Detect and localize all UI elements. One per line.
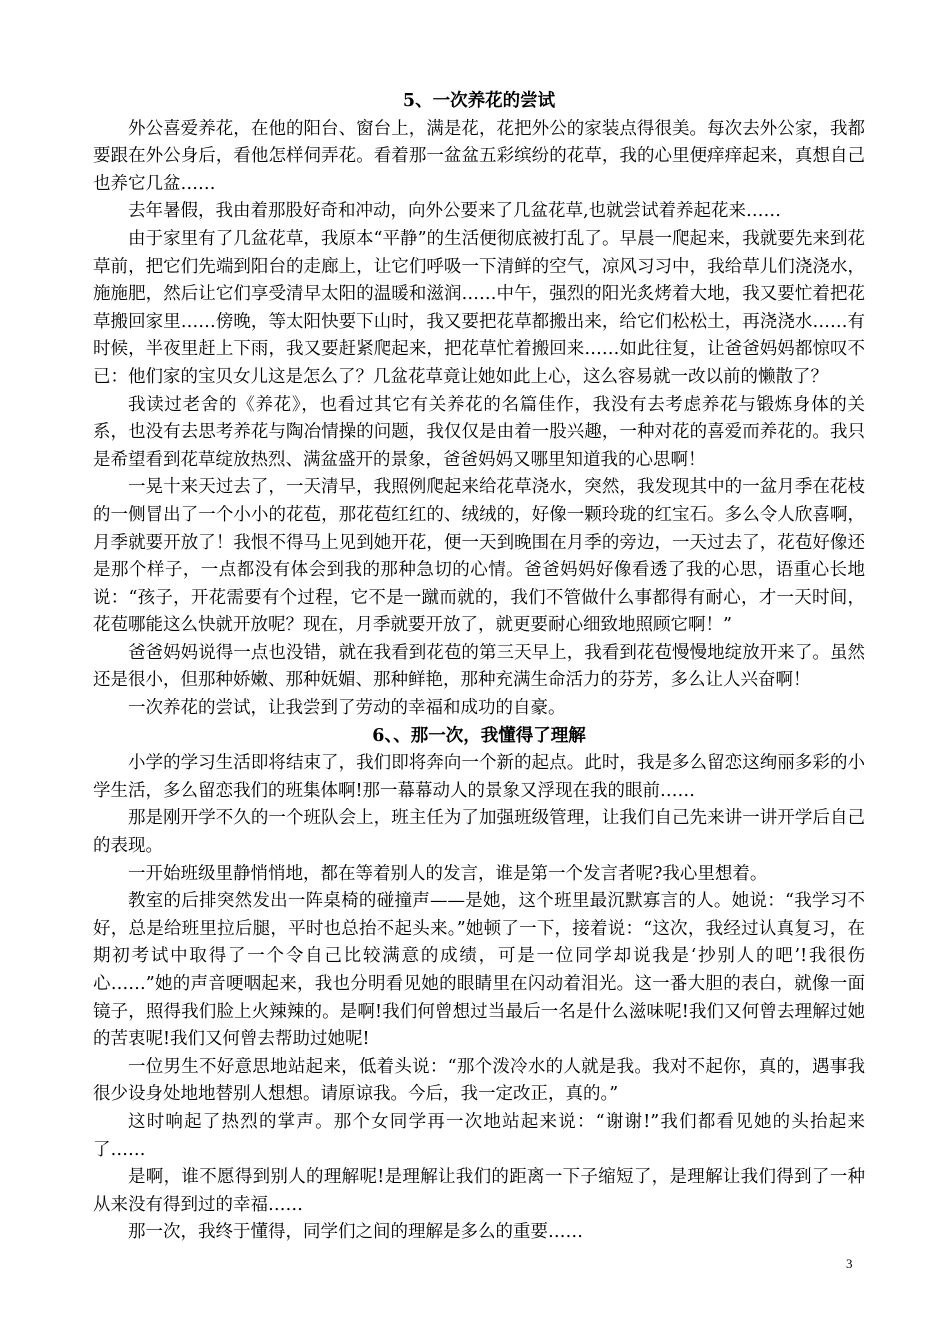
section-title [93,88,865,116]
section-title-text: 、一次养花的尝试 [415,91,556,111]
paragraph: 这时响起了热烈的掌声。那个女同学再一次地站起来说：“谢谢!”我们都看见她的头抬起来了…… [93,1111,865,1160]
paragraph: 那是刚开学不久的一个班队会上，班主任为了加强班级管理，让我们自己先来讲一讲开学后自己的表现。 [93,808,865,857]
paragraph: 教室的后排突然发出一阵桌椅的碰撞声——是她，这个班里最沉默寡言的人。她说：“我学习不好，总是给班里拉后腿，平时也总抬不起头来。”她顿了一下，接着说：“这次，我经过认真复习，在期初考试中取得了一个令自己比较满意的成绩，可是一位同学却说我是‘抄别人的吧’!我很伤心……”她的声音哽咽起来，我也分明看见她的眼睛里在闪动着泪光。这一番大胆的表白，就像一面镜子，照得我们脸上火辣辣的。是啊!我们何曾想过当最后一名是什么滋味呢!我们又何曾去理解过她的苦衷呢!我们又何曾去帮助过她呢! [93,891,865,1050]
paragraph: 我读过老舍的《养花》，也看过其它有关养花的名篇佳作，我没有去考虑养花与锻炼身体的关系，也没有去思考养花与陶冶情操的问题，我仅仅是由着一股兴趣，一种对花的喜爱而养花的。我只是希望看到花草绽放热烈、满盆盛开的景象，爸爸妈妈又哪里知道我的心思啊！ [93,394,865,470]
paragraph: 一位男生不好意思地站起来，低着头说：“那个泼冷水的人就是我。我对不起你，真的，遇事我很少设身处地地替别人想想。请原谅我。今后，我一定改正，真的。” [93,1056,865,1105]
section-number: 6 [372,725,385,746]
paragraph: 爸爸妈妈说得一点也没错，就在我看到花苞的第三天早上，我看到花苞慢慢地绽放开来了。虽然还是很小，但那种娇嫩、那种妩媚、那种鲜艳，那种充满生命活力的芬芳，多么让人兴奋啊！ [93,642,865,691]
section-number: 5 [402,91,416,111]
paragraph: 一开始班级里静悄悄地，都在等着别人的发言，谁是第一个发言者呢?我心里想着。 [128,863,768,884]
document-page [93,88,865,1247]
paragraph: 一次养花的尝试，让我尝到了劳动的幸福和成功的自豪。 [128,698,566,719]
paragraph: 是啊，谁不愿得到别人的理解呢!是理解让我们的距离一下子缩短了，是理解让我们得到了一种从来没有得到过的幸福…… [93,1167,865,1215]
section-title-text: 、、那一次，我懂得了理解 [384,725,586,746]
section-title [93,723,865,751]
paragraph: 由于家里有了几盆花草，我原本“平静”的生活便彻底被打乱了。早晨一爬起来，我就要先来到花草前，把它们先端到阳台的走廊上，让它们呼吸一下清鲜的空气，凉风习习中，我给草儿们浇浇水，施施肥，然后让它们享受清早太阳的温暖和滋润……中午，强烈的阳光炙烤着大地，我又要忙着把花草搬回家里……傍晚，等太阳快要下山时，我又要把花草都搬出来，给它们松松土，再浇浇水……有时候，半夜里赶上下雨，我又要赶紧爬起来，把花草忙着搬回来……如此往复，让爸爸妈妈都惊叹不已：他们家的宝贝女儿这是怎么了？几盆花草竟让她如此上心，这么容易就一改以前的懒散了？ [93,228,865,387]
paragraph: 小学的学习生活即将结束了，我们即将奔向一个新的起点。此时，我是多么留恋这绚丽多彩的小学生活，多么留恋我们的班集体啊!那一幕幕动人的景象又浮现在我的眼前…… [93,753,865,801]
paragraph: 那一次，我终于懂得，同学们之间的理解是多么的重要…… [128,1222,583,1243]
paragraph: 外公喜爱养花，在他的阳台、窗台上，满是花，花把外公的家装点得很美。每次去外公家，我都要跟在外公身后，看他怎样伺弄花。看着那一盆盆五彩缤纷的花草，我的心里便痒痒起来，真想自己也养它几盆…… [93,118,865,194]
paragraph: 一晃十来天过去了，一天清早，我照例爬起来给花草浇水，突然，我发现其中的一盆月季在花枝的一侧冒出了一个小小的花苞，那花苞红红的、绒绒的，好像一颗玲珑的红宝石。多么令人欣喜啊，月季就要开放了！我恨不得马上见到她开花，便一天到晚围在月季的旁边，一天过去了，花苞好像还是那个样子，一点都没有体会到我的那种急切的心情。爸爸妈妈好像看透了我的心思，语重心长地说：“孩子，开花需要有个过程，它不是一蹴而就的，我们不管做什么事都得有耐心，才一天时间，花苞哪能这么快就开放呢？现在，月季就要开放了，就更要耐心细致地照顾它啊！” [93,477,865,636]
paragraph: 去年暑假，我由着那股好奇和冲动，向外公要来了几盆花草,也就尝试着养起花来…… [128,201,782,222]
page-number: 3 [846,1256,853,1271]
